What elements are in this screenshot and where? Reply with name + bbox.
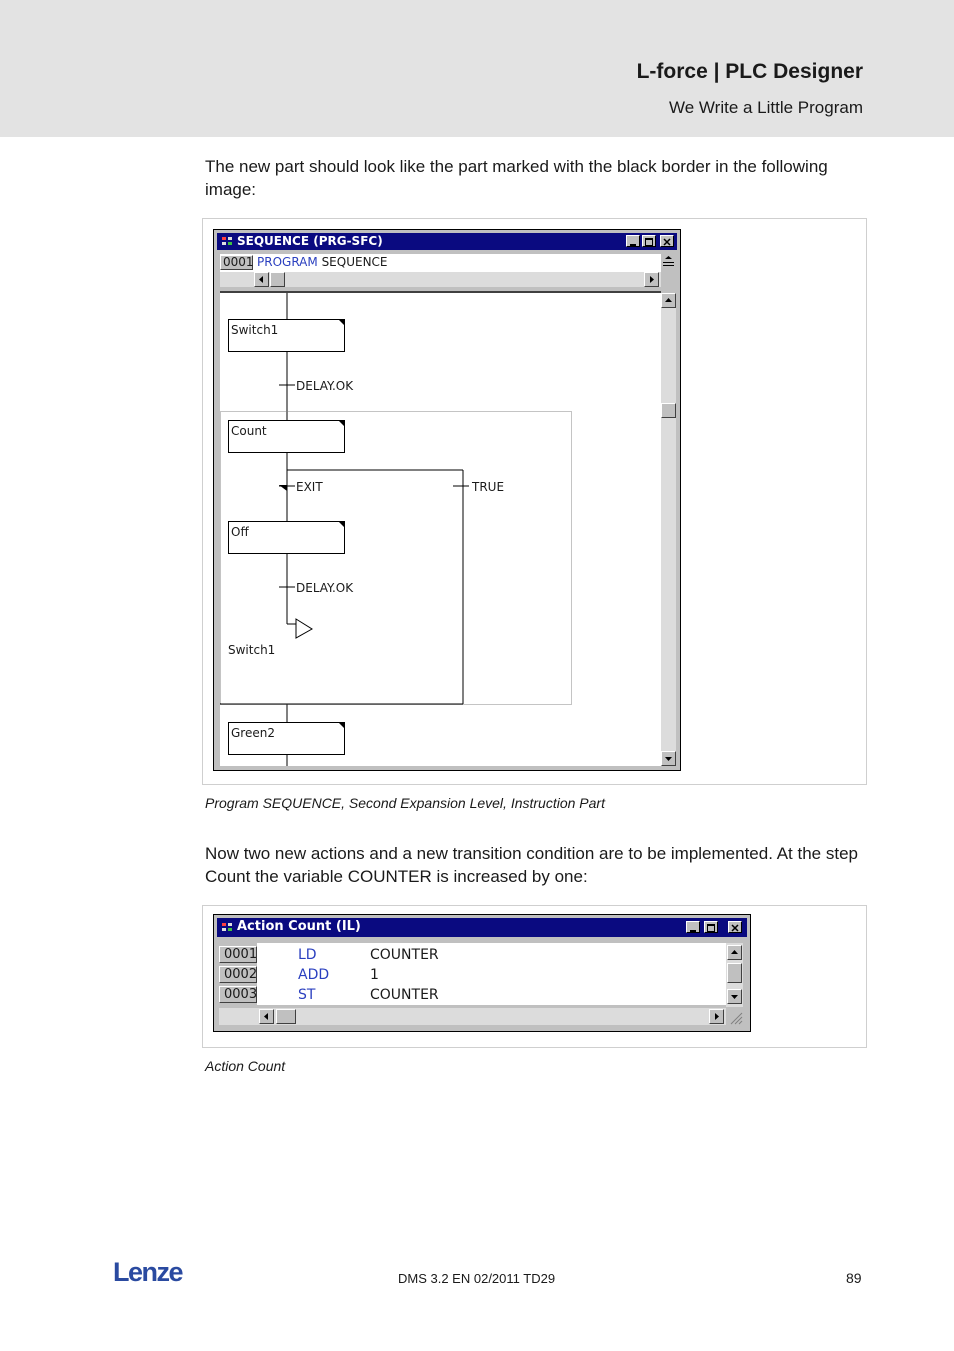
il-scroll-left-button[interactable] [259,1009,274,1024]
maximize-button[interactable] [642,235,656,247]
page-header [0,0,954,137]
transition-true[interactable]: TRUE [472,480,505,494]
il-line-number: 0003 [219,986,257,1003]
figure-caption-il: Action Count [205,1058,286,1074]
decl-scroll-left-button[interactable] [254,272,269,287]
decl-scroll-right-button[interactable] [644,272,659,287]
il-hscroll[interactable] [219,1008,726,1025]
decl-scroll-thumb[interactable] [270,272,285,287]
il-scroll-thumb[interactable] [727,963,742,983]
close-icon [661,237,673,247]
sfc-scroll-up-button[interactable] [661,293,676,308]
resize-grip-icon[interactable] [728,1010,743,1025]
il-hscroll-thumb[interactable] [276,1009,296,1024]
il-editor-window[interactable] [213,914,751,1032]
il-scroll-right-button[interactable] [709,1009,724,1024]
footer-doc-id: DMS 3.2 EN 02/2011 TD29 [398,1271,556,1286]
right-arrow-icon [645,273,658,286]
transition-delay-ok-1[interactable]: DELAY.OK [296,379,354,393]
maximize-icon [705,923,717,933]
il-scroll-down-button[interactable] [727,989,742,1004]
step-count[interactable]: Count [231,424,267,438]
left-arrow-icon [255,273,268,286]
il-operator[interactable]: ADD [298,967,330,983]
sfc-scroll-down-button[interactable] [661,751,676,766]
right-arrow-icon [710,1010,723,1023]
figure-caption-sfc: Program SEQUENCE, Second Expansion Level, Instruction Part [205,795,605,811]
header-title: L-force | PLC Designer [636,60,863,83]
sfc-canvas[interactable] [220,291,661,766]
sfc-scroll-thumb[interactable] [661,403,676,418]
sfc-vscroll[interactable] [661,293,676,766]
decl-scroll-arrows-icon [661,254,676,272]
il-window-title: Action Count (IL) [237,919,361,934]
decl-program-name: SEQUENCE [321,255,388,269]
intro-paragraph: The new part should look like the part marked with the black border in the following image: [205,157,828,199]
header-subtitle: We Write a Little Program [669,98,863,117]
decl-vscroll[interactable] [661,254,676,272]
transition-delay-ok-2[interactable]: DELAY.OK [296,581,354,595]
up-arrow-icon [662,294,675,307]
close-icon [729,923,741,933]
minimize-button[interactable] [626,235,640,247]
decl-scroll-corner [661,272,676,287]
il-line-number: 0002 [219,966,257,983]
step-green2[interactable]: Green2 [231,726,275,740]
minimize-icon [627,237,639,247]
il-maximize-button[interactable] [704,921,718,933]
lenze-logo-text: Lenze [113,1258,183,1286]
il-scroll-up-button[interactable] [727,945,742,960]
minimize-icon [687,923,699,933]
body-paragraph: Now two new actions and a new transition condition are to be implemented. At the step Count the variable COUNTER is increased by one: [205,844,858,886]
sfc-app-icon [221,236,233,247]
il-minimize-button[interactable] [686,921,700,933]
transition-exit[interactable]: EXIT [296,480,323,494]
up-arrow-icon [728,946,741,959]
sfc-diagram [220,293,661,766]
il-title-bar[interactable] [217,918,747,937]
sfc-title-bar[interactable] [217,233,677,250]
il-operand[interactable]: 1 [370,967,379,983]
left-arrow-icon [260,1010,273,1023]
close-button[interactable] [660,235,674,247]
sfc-window-title: SEQUENCE (PRG-SFC) [237,234,383,248]
down-arrow-icon [728,990,741,1003]
step-switch1[interactable]: Switch1 [231,323,279,337]
lenze-logo-icon [113,1258,193,1286]
declaration-area[interactable] [220,254,661,272]
declaration-line[interactable] [257,255,388,269]
decl-keyword: PROGRAM [257,255,318,269]
decl-hscroll[interactable] [220,272,661,287]
maximize-icon [643,237,655,247]
il-operand[interactable]: COUNTER [370,987,439,1003]
il-operator[interactable]: ST [298,987,316,1003]
jump-target-label[interactable]: Switch1 [228,643,276,657]
il-close-button[interactable] [728,921,742,933]
il-line-number: 0001 [219,946,257,963]
il-operator[interactable]: LD [298,947,317,963]
down-arrow-icon [662,752,675,765]
step-off[interactable]: Off [231,525,249,539]
il-vscroll[interactable] [726,943,743,1007]
il-code-area[interactable] [219,943,726,1005]
sfc-editor-window[interactable] [213,229,681,771]
page-number: 89 [846,1270,862,1286]
il-app-icon [221,922,233,933]
il-operand[interactable]: COUNTER [370,947,439,963]
lenze-logo [113,1258,193,1291]
decl-line-number: 0001 [220,255,253,270]
